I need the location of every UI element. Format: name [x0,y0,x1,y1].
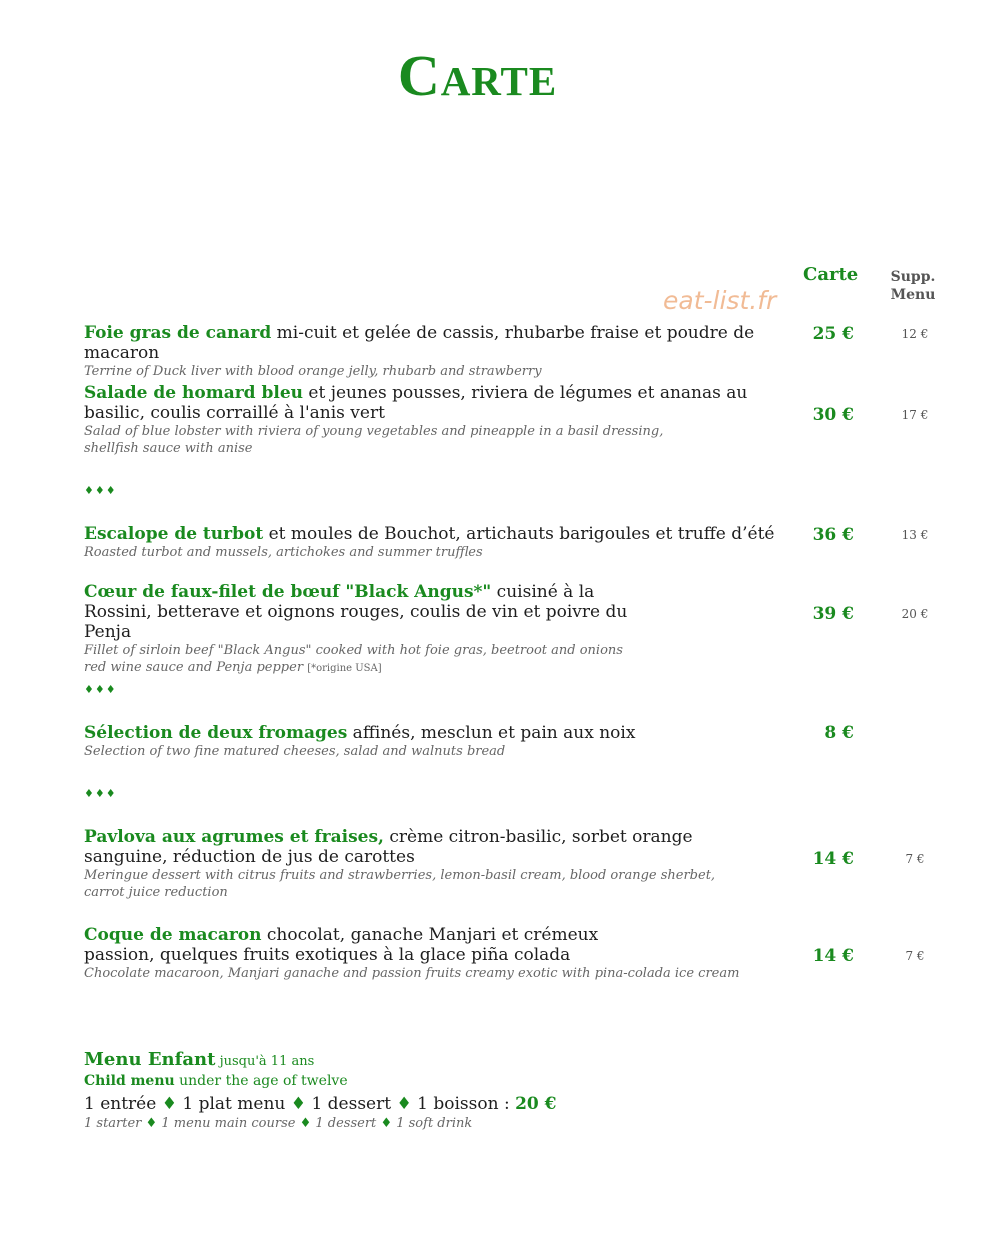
item-price: 25 € [812,324,854,344]
item-name: Salade de homard bleu [84,383,303,403]
item-supplement: 12 € [901,327,929,341]
item-name: Pavlova aux agrumes et fraises, [84,827,384,847]
column-header-supp-line1: Supp. [890,269,936,285]
kids-menu-age: jusqu'à 11 ans [215,1054,315,1069]
section-separator: ♦♦♦ [84,787,117,800]
kids-menu-composition-en [84,1115,784,1132]
section-separator: ♦♦♦ [84,683,117,696]
kids-menu-age-en: under the age of twelve [174,1073,348,1089]
item-name: Escalope de turbot [84,524,264,544]
kids-course-2-en: 1 menu main course [161,1116,296,1131]
kids-menu-price: 20 € [515,1094,557,1114]
diamond-icon: ♦ [290,1094,307,1114]
diamond-icon: ♦ [380,1116,393,1131]
item-translation: Meringue dessert with citrus fruits and strawberries, lemon-basil cream, blood orange sherbet, carrot juice reduction [84,868,716,900]
item-description: et moules de Bouchot, artichauts barigoules et truffe d’été [263,524,775,544]
kids-menu-composition [84,1093,784,1115]
item-translation: Terrine of Duck liver with blood orange jelly, rhubarb and strawberry [84,364,542,379]
item-description: crème citron-basilic, sorbet orange sanguine, réduction de jus de carottes [84,827,693,867]
menu-item-macaron [84,925,784,982]
item-name: Foie gras de canard [84,323,272,343]
kids-course-4: 1 boisson : [417,1094,510,1114]
item-price: 14 € [812,946,854,966]
menu-item-fromages [84,723,799,760]
menu-item-pavlova [84,827,764,901]
item-description: affinés, mesclun et pain aux noix [347,723,636,743]
item-supplement: 17 € [901,408,929,422]
kids-course-4-en: 1 soft drink [396,1116,473,1131]
item-price: 30 € [812,405,854,425]
section-separator: ♦♦♦ [84,484,117,497]
item-description: et jeunes pousses, riviera de légumes et ananas au basilic, coulis corraillé à l'anis vert [84,383,748,423]
item-supplement: 20 € [901,607,929,621]
diamond-icon: ♦ [396,1094,412,1114]
kids-menu [84,1049,784,1132]
item-translation: Chocolate macaroon, Manjari ganache and passion fruits creamy exotic with pina-colada ice cream [84,966,740,981]
kids-menu-title: Menu Enfant [84,1049,216,1070]
kids-course-1-en: 1 starter [84,1116,142,1131]
kids-course-3-en: 1 dessert [315,1116,377,1131]
item-supplement: 13 € [901,528,929,542]
kids-course-2: 1 plat menu [182,1094,286,1114]
item-description: mi-cuit et gelée de cassis, rhubarbe fraise et poudre de macaron [84,323,755,363]
menu-item-salade-homard [84,383,774,457]
column-header-carte: Carte [803,264,859,285]
item-supplement: 7 € [905,949,925,963]
item-name: Cœur de faux-filet de bœuf "Black Angus*" [84,582,492,602]
kids-course-3: 1 dessert [311,1094,392,1114]
menu-item-foie-gras [84,323,799,380]
column-header-supp-line2: Menu [890,287,936,303]
kids-course-1: 1 entrée [84,1094,157,1114]
item-price: 36 € [812,525,854,545]
menu-item-faux-filet [84,582,664,677]
column-header-supp [880,268,946,304]
item-translation: Salad of blue lobster with riviera of young vegetables and pineapple in a basil dressing, shellfish sauce with anise [84,424,664,456]
item-name: Coque de macaron [84,925,262,945]
item-name: Sélection de deux fromages [84,723,348,743]
item-description: cuisiné à la Rossini, betterave et oignons rouges, coulis de vin et poivre du Penja [84,582,628,642]
item-translation: Selection of two fine matured cheeses, salad and walnuts bread [84,744,506,759]
diamond-icon: ♦ [161,1094,177,1114]
item-price: 14 € [812,849,854,869]
watermark: eat-list.fr [663,286,777,315]
diamond-icon: ♦ [145,1116,158,1131]
item-translation: Fillet of sirloin beef "Black Angus" cooked with hot foie gras, beetroot and onions red wine sauce and Penja pepper [84,643,623,675]
item-price: 39 € [812,604,854,624]
diamond-icon: ♦ [299,1116,312,1131]
item-translation: Roasted turbot and mussels, artichokes and summer truffles [84,545,483,560]
item-price: 8 € [824,723,854,743]
item-origin-note: [*origine USA] [307,663,382,674]
menu-item-turbot [84,524,799,561]
item-supplement: 7 € [905,852,925,866]
item-description: chocolat, ganache Manjari et crémeux passion, quelques fruits exotiques à la glace piña colada [84,925,599,965]
page-title: Carte [397,43,558,108]
kids-menu-title-en: Child menu [84,1073,175,1089]
